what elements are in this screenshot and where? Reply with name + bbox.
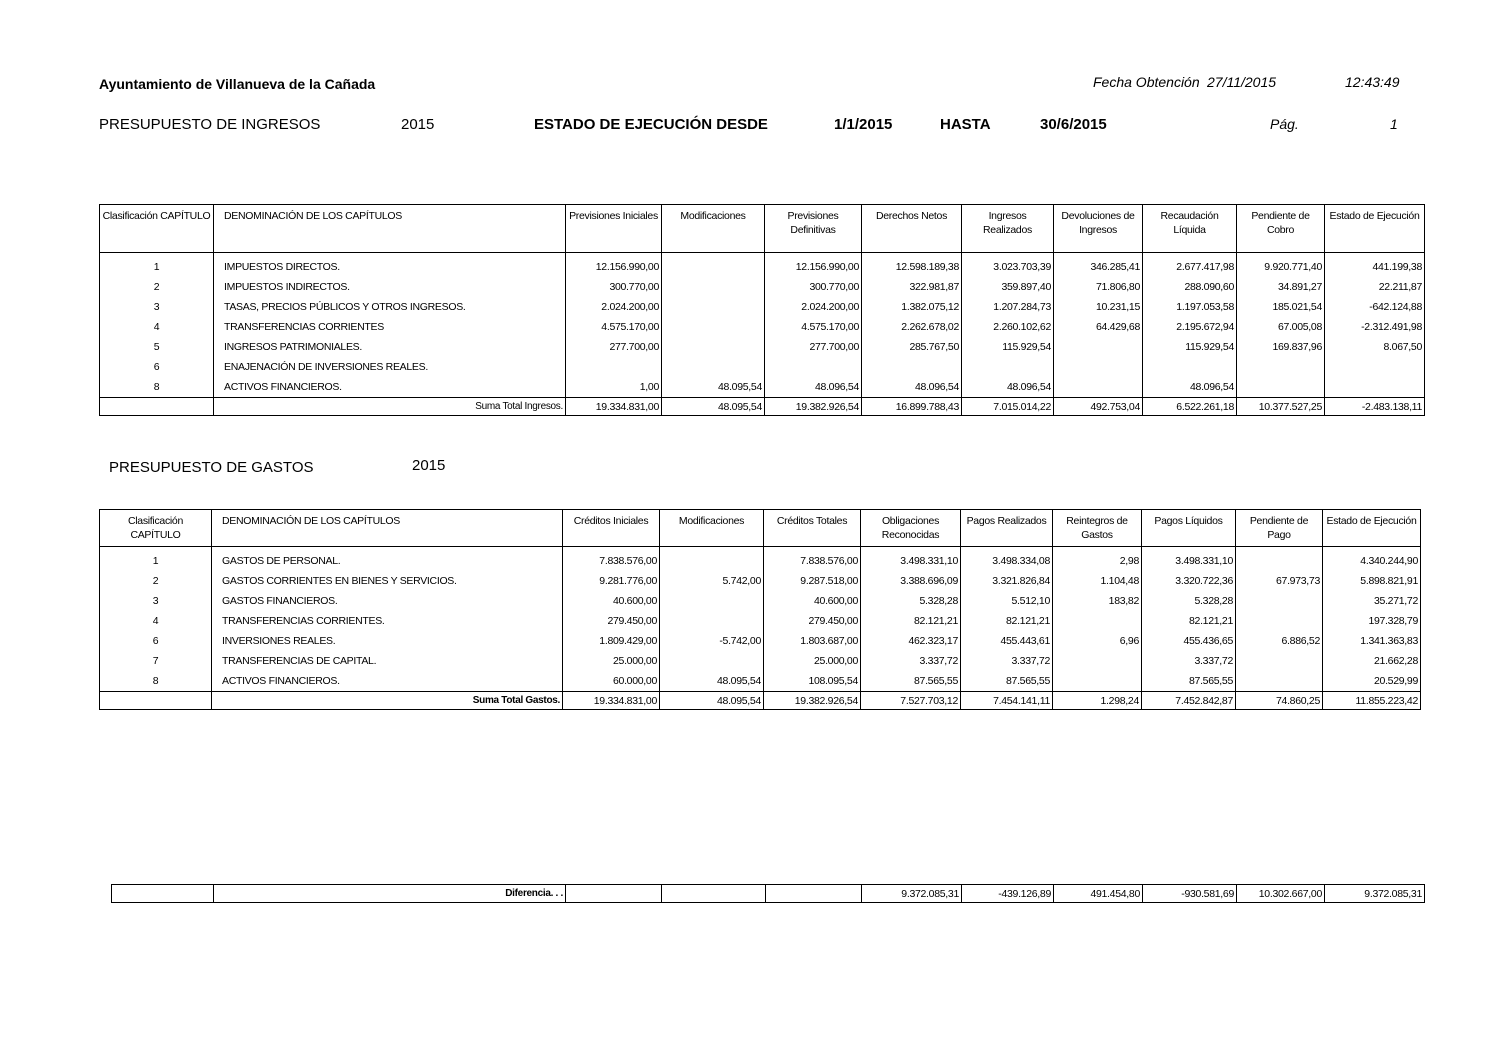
value-cell: 82.121,21 [961, 611, 1053, 631]
value-cell: -642.124,88 [1325, 297, 1425, 317]
total-cell: 19.334.831,00 [566, 398, 662, 416]
column-header: Devoluciones de Ingresos [1054, 205, 1143, 253]
table-row [100, 277, 1425, 297]
table-row [100, 357, 1425, 377]
total-cell: 74.860,25 [1236, 692, 1323, 710]
denominacion-cell: TRANSFERENCIAS CORRIENTES [214, 317, 566, 337]
table-row [100, 631, 1421, 651]
value-cell: 115.929,54 [1143, 337, 1237, 357]
capitulo-cell: 6 [100, 357, 214, 377]
value-cell [1236, 651, 1323, 671]
diferencia-cell [662, 885, 766, 903]
table-row [100, 337, 1425, 357]
column-header: Pagos Realizados [961, 510, 1053, 547]
value-cell: 87.565,55 [861, 671, 961, 692]
estado-label: ESTADO DE EJECUCIÓN DESDE [534, 116, 768, 133]
column-header: Pendiente de Pago [1236, 510, 1323, 547]
total-cell: 10.377.527,25 [1237, 398, 1325, 416]
value-cell [1143, 357, 1237, 377]
value-cell: 5.328,28 [861, 591, 961, 611]
value-cell [1236, 591, 1323, 611]
value-cell: 300.770,00 [566, 277, 662, 297]
value-cell: 455.436,65 [1142, 631, 1236, 651]
denominacion-cell: ENAJENACIÓN DE INVERSIONES REALES. [214, 357, 566, 377]
table-row [100, 377, 1425, 398]
column-header: Derechos Netos [862, 205, 962, 253]
value-cell: 5.742,00 [660, 571, 764, 591]
hora-value: 12:43:49 [1345, 74, 1400, 90]
value-cell [662, 253, 765, 278]
table-row [100, 571, 1421, 591]
denominacion-cell: GASTOS CORRIENTES EN BIENES Y SERVICIOS. [212, 571, 563, 591]
value-cell: 10.231,15 [1054, 297, 1143, 317]
total-cell: 11.855.223,42 [1323, 692, 1421, 710]
total-cell: 7.454.141,11 [961, 692, 1053, 710]
value-cell: 20.529,99 [1323, 671, 1421, 692]
denominacion-cell: INVERSIONES REALES. [212, 631, 563, 651]
value-cell: 9.287.518,00 [764, 571, 861, 591]
value-cell: 1.382.075,12 [862, 297, 962, 317]
value-cell [566, 357, 662, 377]
value-cell: 1.104,48 [1053, 571, 1142, 591]
value-cell: 455.443,61 [961, 631, 1053, 651]
value-cell: 3.498.331,10 [1142, 547, 1236, 572]
column-header: Estado de Ejecución [1325, 205, 1425, 253]
fecha-label: Fecha Obtención [1093, 74, 1200, 90]
value-cell: 185.021,54 [1237, 297, 1325, 317]
ingresos-year: 2015 [401, 116, 435, 133]
total-cell: 7.015.014,22 [962, 398, 1054, 416]
value-cell: 2.024.200,00 [765, 297, 862, 317]
value-cell: 9.281.776,00 [563, 571, 660, 591]
value-cell: 5.328,28 [1142, 591, 1236, 611]
capitulo-cell: 3 [100, 591, 212, 611]
value-cell: 48.096,54 [862, 377, 962, 398]
capitulo-cell: 3 [100, 297, 214, 317]
table-row [100, 671, 1421, 692]
diferencia-cell: 9.372.085,31 [862, 885, 962, 903]
total-cell: 19.334.831,00 [563, 692, 660, 710]
column-header: DENOMINACIÓN DE LOS CAPÍTULOS [214, 205, 566, 253]
diferencia-cell: 9.372.085,31 [1325, 885, 1425, 903]
value-cell: -5.742,00 [660, 631, 764, 651]
denominacion-cell: INGRESOS PATRIMONIALES. [214, 337, 566, 357]
value-cell [1053, 611, 1142, 631]
denominacion-cell: ACTIVOS FINANCIEROS. [214, 377, 566, 398]
denominacion-cell: ACTIVOS FINANCIEROS. [212, 671, 563, 692]
table-row [100, 547, 1421, 572]
value-cell: 5.898.821,91 [1323, 571, 1421, 591]
total-cell: 48.095,54 [662, 398, 765, 416]
column-header: Modificaciones [660, 510, 764, 547]
value-cell: 3.337,72 [961, 651, 1053, 671]
page-label: Pág. [1270, 116, 1299, 132]
value-cell [962, 357, 1054, 377]
denominacion-cell: GASTOS DE PERSONAL. [212, 547, 563, 572]
value-cell: 3.498.334,08 [961, 547, 1053, 572]
column-header: Créditos Iniciales [563, 510, 660, 547]
value-cell [1054, 357, 1143, 377]
value-cell: 21.662,28 [1323, 651, 1421, 671]
column-header: DENOMINACIÓN DE LOS CAPÍTULOS [212, 510, 563, 547]
value-cell: 82.121,21 [861, 611, 961, 631]
diferencia-cell: 491.454,80 [1054, 885, 1143, 903]
ingresos-title: PRESUPUESTO DE INGRESOS [99, 116, 321, 133]
table-row [100, 611, 1421, 631]
value-cell [1237, 377, 1325, 398]
value-cell [1053, 651, 1142, 671]
gastos-year: 2015 [412, 457, 446, 474]
value-cell: 2.024.200,00 [566, 297, 662, 317]
total-cell: 19.382.926,54 [765, 398, 862, 416]
value-cell: 322.981,87 [862, 277, 962, 297]
table-row [100, 297, 1425, 317]
diferencia-table [111, 884, 1425, 903]
value-cell: 12.156.990,00 [566, 253, 662, 278]
value-cell: 3.023.703,39 [962, 253, 1054, 278]
value-cell [662, 277, 765, 297]
value-cell: 3.320.722,36 [1142, 571, 1236, 591]
value-cell: 2.195.672,94 [1143, 317, 1237, 337]
diferencia-cell: 10.302.667,00 [1237, 885, 1325, 903]
column-header: Ingresos Realizados [962, 205, 1054, 253]
value-cell: 9.920.771,40 [1237, 253, 1325, 278]
table-row [100, 591, 1421, 611]
gastos-title: PRESUPUESTO DE GASTOS [109, 459, 314, 476]
column-header: Modificaciones [662, 205, 765, 253]
denominacion-cell: IMPUESTOS DIRECTOS. [214, 253, 566, 278]
value-cell [660, 547, 764, 572]
total-cell: -2.483.138,11 [1325, 398, 1425, 416]
column-header: Reintegros de Gastos [1053, 510, 1142, 547]
denominacion-cell: TRANSFERENCIAS CORRIENTES. [212, 611, 563, 631]
fecha-value: 27/11/2015 [1207, 74, 1277, 90]
denominacion-cell: IMPUESTOS INDIRECTOS. [214, 277, 566, 297]
value-cell: 277.700,00 [566, 337, 662, 357]
value-cell: 3.498.331,10 [861, 547, 961, 572]
value-cell [662, 357, 765, 377]
value-cell: 279.450,00 [563, 611, 660, 631]
value-cell: 4.575.170,00 [566, 317, 662, 337]
value-cell [862, 357, 962, 377]
capitulo-cell: 1 [100, 547, 212, 572]
total-cell [100, 692, 212, 710]
value-cell [660, 651, 764, 671]
value-cell [662, 297, 765, 317]
capitulo-cell: 8 [100, 377, 214, 398]
total-row [100, 398, 1425, 416]
value-cell: 6.886,52 [1236, 631, 1323, 651]
fecha-desde: 1/1/2015 [834, 116, 893, 133]
value-cell: 279.450,00 [764, 611, 861, 631]
diferencia-cell [566, 885, 662, 903]
value-cell: 108.095,54 [764, 671, 861, 692]
value-cell [1237, 357, 1325, 377]
value-cell: 3.337,72 [861, 651, 961, 671]
denominacion-cell: GASTOS FINANCIEROS. [212, 591, 563, 611]
value-cell: 359.897,40 [962, 277, 1054, 297]
value-cell: 22.211,87 [1325, 277, 1425, 297]
value-cell [1236, 671, 1323, 692]
value-cell: 60.000,00 [563, 671, 660, 692]
value-cell [1054, 377, 1143, 398]
diferencia-cell [766, 885, 862, 903]
value-cell: 48.096,54 [962, 377, 1054, 398]
column-header: Créditos Totales [764, 510, 861, 547]
value-cell [765, 357, 862, 377]
value-cell [1325, 357, 1425, 377]
capitulo-cell: 8 [100, 671, 212, 692]
page-number: 1 [1390, 116, 1398, 132]
value-cell: 67.005,08 [1237, 317, 1325, 337]
column-header: Estado de Ejecución [1323, 510, 1421, 547]
value-cell: 7.838.576,00 [764, 547, 861, 572]
total-row [100, 692, 1421, 710]
total-cell: 48.095,54 [660, 692, 764, 710]
value-cell: 67.973,73 [1236, 571, 1323, 591]
value-cell: 2.262.678,02 [862, 317, 962, 337]
diferencia-row [112, 885, 1425, 903]
value-cell: 1,00 [566, 377, 662, 398]
column-header: Clasificación CAPÍTULO [100, 510, 212, 547]
value-cell: 48.095,54 [660, 671, 764, 692]
value-cell: 5.512,10 [961, 591, 1053, 611]
value-cell [662, 317, 765, 337]
diferencia-cell: -930.581,69 [1143, 885, 1237, 903]
header-row [100, 205, 1425, 253]
denominacion-cell: TASAS, PRECIOS PÚBLICOS Y OTROS INGRESOS. [214, 297, 566, 317]
value-cell: 82.121,21 [1142, 611, 1236, 631]
value-cell: 40.600,00 [764, 591, 861, 611]
value-cell: 183,82 [1053, 591, 1142, 611]
value-cell: 48.096,54 [765, 377, 862, 398]
diferencia-cell: -439.126,89 [962, 885, 1054, 903]
value-cell: 169.837,96 [1237, 337, 1325, 357]
value-cell: 71.806,80 [1054, 277, 1143, 297]
table-row [100, 253, 1425, 278]
capitulo-cell: 4 [100, 317, 214, 337]
value-cell: 34.891,27 [1237, 277, 1325, 297]
value-cell: 300.770,00 [765, 277, 862, 297]
table-row [100, 651, 1421, 671]
value-cell: 197.328,79 [1323, 611, 1421, 631]
column-header: Clasificación CAPÍTULO [100, 205, 214, 253]
value-cell: 25.000,00 [563, 651, 660, 671]
capitulo-cell: 1 [100, 253, 214, 278]
capitulo-cell: 5 [100, 337, 214, 357]
value-cell: 1.197.053,58 [1143, 297, 1237, 317]
column-header: Recaudación Líquida [1143, 205, 1237, 253]
value-cell [1054, 337, 1143, 357]
table-row [100, 317, 1425, 337]
value-cell: 48.096,54 [1143, 377, 1237, 398]
fecha-hasta: 30/6/2015 [1040, 116, 1107, 133]
total-cell: 7.452.842,87 [1142, 692, 1236, 710]
value-cell: 87.565,55 [1142, 671, 1236, 692]
column-header: Pagos Líquidos [1142, 510, 1236, 547]
column-header: Previsiones Definitivas [765, 205, 862, 253]
column-header: Previsiones Iniciales [566, 205, 662, 253]
value-cell: 462.323,17 [861, 631, 961, 651]
total-label: Suma Total Gastos. [212, 692, 563, 710]
diferencia-label: Diferencia. . . [214, 885, 566, 903]
total-cell [100, 398, 214, 416]
total-cell: 19.382.926,54 [764, 692, 861, 710]
value-cell: 87.565,55 [961, 671, 1053, 692]
value-cell: 285.767,50 [862, 337, 962, 357]
total-cell: 7.527.703,12 [861, 692, 961, 710]
value-cell: 12.598.189,38 [862, 253, 962, 278]
capitulo-cell: 2 [100, 277, 214, 297]
total-cell: 492.753,04 [1054, 398, 1143, 416]
value-cell [660, 591, 764, 611]
value-cell [1236, 547, 1323, 572]
value-cell: 6,96 [1053, 631, 1142, 651]
value-cell [1325, 377, 1425, 398]
gastos-table [99, 509, 1421, 710]
value-cell: 4.575.170,00 [765, 317, 862, 337]
value-cell: 40.600,00 [563, 591, 660, 611]
diferencia-cell [112, 885, 214, 903]
total-cell: 6.522.261,18 [1143, 398, 1237, 416]
value-cell: 7.838.576,00 [563, 547, 660, 572]
value-cell: 35.271,72 [1323, 591, 1421, 611]
capitulo-cell: 4 [100, 611, 212, 631]
value-cell: 2.260.102,62 [962, 317, 1054, 337]
value-cell: -2.312.491,98 [1325, 317, 1425, 337]
value-cell: 115.929,54 [962, 337, 1054, 357]
value-cell: 277.700,00 [765, 337, 862, 357]
value-cell: 2,98 [1053, 547, 1142, 572]
value-cell: 1.803.687,00 [764, 631, 861, 651]
value-cell [662, 337, 765, 357]
value-cell: 346.285,41 [1054, 253, 1143, 278]
capitulo-cell: 7 [100, 651, 212, 671]
value-cell: 1.809.429,00 [563, 631, 660, 651]
value-cell: 4.340.244,90 [1323, 547, 1421, 572]
value-cell: 12.156.990,00 [765, 253, 862, 278]
organization-name: Ayuntamiento de Villanueva de la Cañada [99, 76, 376, 92]
capitulo-cell: 2 [100, 571, 212, 591]
ingresos-table [99, 204, 1425, 416]
total-cell: 16.899.788,43 [862, 398, 962, 416]
value-cell: 3.321.826,84 [961, 571, 1053, 591]
value-cell: 3.337,72 [1142, 651, 1236, 671]
value-cell: 64.429,68 [1054, 317, 1143, 337]
column-header: Pendiente de Cobro [1237, 205, 1325, 253]
total-cell: 1.298,24 [1053, 692, 1142, 710]
value-cell [1053, 671, 1142, 692]
hasta-label: HASTA [940, 116, 991, 133]
value-cell: 3.388.696,09 [861, 571, 961, 591]
value-cell: 2.677.417,98 [1143, 253, 1237, 278]
value-cell: 1.207.284,73 [962, 297, 1054, 317]
value-cell: 48.095,54 [662, 377, 765, 398]
value-cell [660, 611, 764, 631]
total-label: Suma Total Ingresos. [214, 398, 566, 416]
value-cell: 25.000,00 [764, 651, 861, 671]
header-row [100, 510, 1421, 547]
column-header: Obligaciones Reconocidas [861, 510, 961, 547]
value-cell: 8.067,50 [1325, 337, 1425, 357]
denominacion-cell: TRANSFERENCIAS DE CAPITAL. [212, 651, 563, 671]
value-cell: 288.090,60 [1143, 277, 1237, 297]
value-cell: 441.199,38 [1325, 253, 1425, 278]
value-cell [1236, 611, 1323, 631]
capitulo-cell: 6 [100, 631, 212, 651]
value-cell: 1.341.363,83 [1323, 631, 1421, 651]
